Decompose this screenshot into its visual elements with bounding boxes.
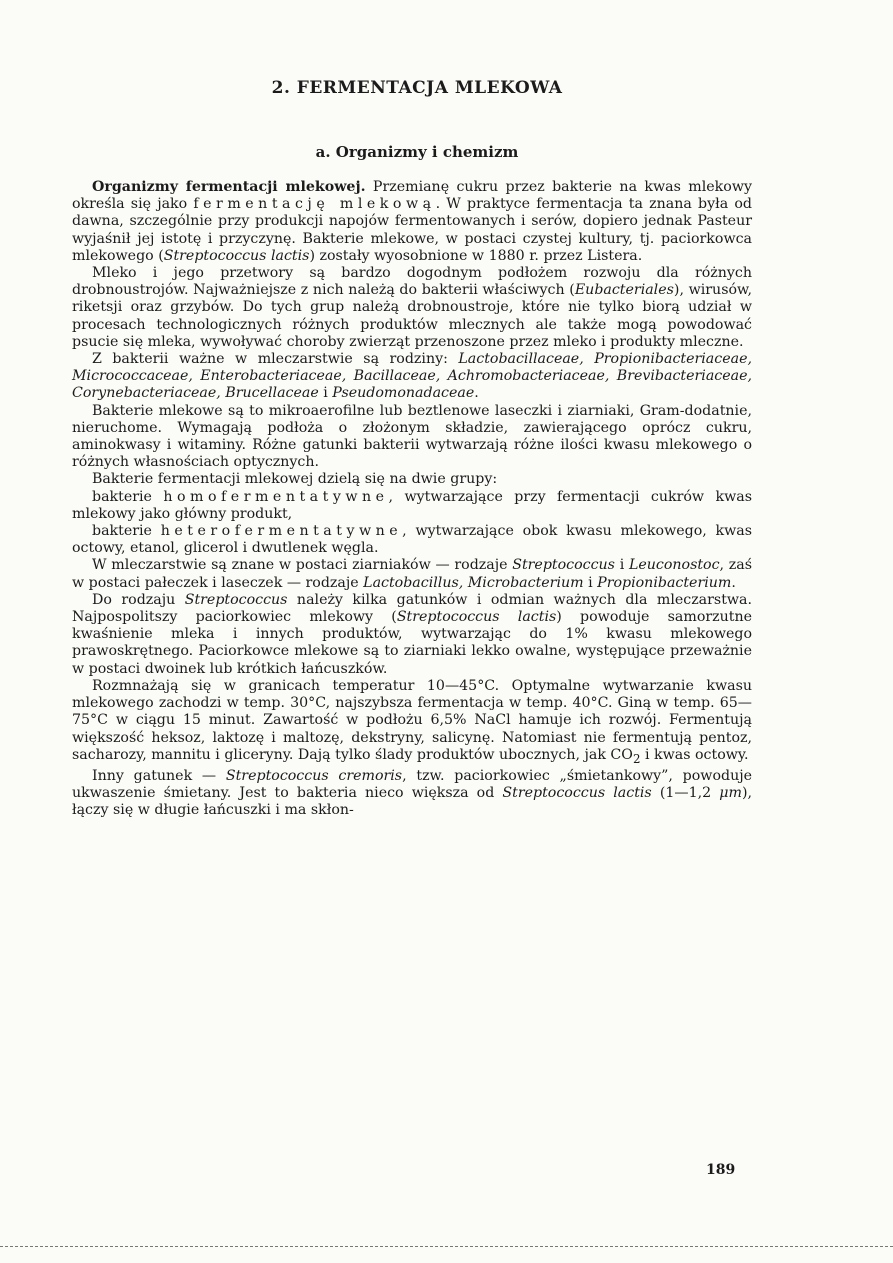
page-edge-divider	[0, 1246, 893, 1249]
run-in-heading: Organizmy fermentacji mlekowej.	[92, 179, 366, 195]
spaced-term: homofermentatywne	[163, 488, 389, 505]
family-names: Lactobacillaceae, Propionibacteriaceae, Micrococcaceae, Enterobacteriaceae, Bacillaceae, Achromobacteriaceae, Brevibacteriaceae, Corynebacteriaceae, Brucellaceae	[72, 351, 752, 402]
text-run: ) powoduje samorzutne kwaśnienie mleka i innych produktów, wytwarzając do 1% kwasu mlekowego prawoskrętnego. Paciorkowce mlekowe są to ziarniaki lekko owalne, występujące przeważnie w postaci dwoinek lub krótkich łańcuszków.	[72, 609, 752, 677]
genus-name: Lactobacillus, Microbacterium	[363, 574, 584, 591]
text-run: i	[583, 574, 598, 591]
paragraph-7	[72, 523, 752, 557]
paragraph-3	[72, 351, 752, 403]
text-run: , wytwarzające obok kwasu mlekowego, kwas octowy, etanol, glicerol i dwutlenek węgla.	[72, 523, 752, 557]
text-run: Przemianę cukru przez bakterie na kwas mlekowy określa się jako	[72, 179, 752, 213]
text-run: Inny gatunek —	[92, 767, 226, 784]
species-name: Streptococcus cremoris	[225, 767, 403, 784]
text-run: należy kilka gatunków i odmian ważnych dla mleczarstwa. Najpospolitszy paciorkowiec mlekowy (	[72, 591, 753, 626]
paragraph-10	[72, 678, 752, 768]
paragraph-1	[72, 179, 752, 265]
text-run: , tzw. paciorkowiec „śmietankowy”, powoduje ukwaszenie śmietany. Jest to bakteria nieco większa od	[72, 767, 753, 801]
species-name: Streptococcus lactis	[502, 784, 652, 801]
paragraph-2	[72, 265, 752, 351]
text-run: .	[474, 385, 479, 402]
text-run: W mleczarstwie są znane w postaci ziarniaków — rodzaje	[92, 557, 513, 574]
text-run: Mleko i jego przetwory są bardzo dogodnym podłożem rozwoju dla różnych drobnoustrojów. Najważniejsze z nich należą do bakterii właściwych (	[72, 265, 752, 299]
text-run: bakterie	[92, 523, 161, 540]
page-body	[72, 78, 752, 819]
text-run: ), łączy się w długie łańcuszki i ma skłon-	[72, 784, 752, 819]
text-run: i	[614, 557, 629, 574]
paragraph-5: Bakterie fermentacji mlekowej dzielą się na dwie grupy:	[92, 471, 498, 488]
paragraph-4: Bakterie mlekowe są to mikroaerofilne lub beztlenowe laseczki i ziarniaki, Gram-dodatnie, nieruchome. Wymagają podłoża o złożonym składzie, zawierającego oprócz cukru, aminokwasy i witaminy. Różne gatunki bakterii wytwarzają różne ilości kwasu mlekowego o różnych własnościach optycznych.	[72, 402, 752, 471]
paragraph-6	[72, 489, 752, 523]
text-run: , wytwarzające przy fermentacji cukrów kwas mlekowy jako główny produkt,	[72, 488, 752, 522]
genus-name: Leuconostoc	[628, 557, 720, 574]
text-run: . W praktyce fermentacja ta znana była od dawna, szczególnie przy produkcji napojów fermentowanych i serów, dopiero jednak Pasteur wyjaśnił jej istotę i przyczynę. Bakterie mlekowe, w postaci czystej kultury, tj. paciorkowca mlekowego (	[72, 196, 752, 264]
text-run: i kwas octowy.	[640, 746, 749, 763]
text-run: Do rodzaju	[92, 591, 185, 608]
page-number: 189	[706, 1162, 736, 1178]
subscript: 2	[632, 751, 641, 766]
family-name: Pseudomonadaceae	[332, 385, 475, 402]
paragraph-11	[72, 768, 752, 820]
paragraph-9	[72, 592, 752, 678]
text-run: ), wirusów, riketsji oraz grzybów. Do tych grup należą drobnoustroje, które nie tylko biorą udział w procesach technologicznych różnych produktów mlecznych ale także mogą powodować psucie się mleka, wywoływać choroby zwierząt przenoszone przez mleko i produkty mleczne.	[72, 282, 752, 350]
text-run: i	[318, 385, 333, 402]
text-run: (1—1,2	[651, 784, 720, 801]
species-name: Streptococcus lactis	[396, 609, 557, 626]
genus-name: Streptococcus	[512, 557, 615, 574]
taxon-name: Eubacteriales	[574, 282, 674, 299]
chapter-title: 2. FERMENTACJA MLEKOWA	[271, 78, 563, 98]
text-run: bakterie	[92, 488, 164, 505]
spaced-term: heterofermentatywne	[160, 523, 403, 540]
text-run: Rozmnażają się w granicach temperatur 10—45°C. Optymalne wytwarzanie kwasu mlekowego zachodzi w temp. 30°C, najszybsza fermentacja w temp. 40°C. Giną w temp. 65—75°C w ciągu 15 minut. Zawartość w podłożu 6,5% NaCl hamuje ich rozwój. Fermentują większość heksoz, laktozę i maltozę, dekstryny, salicynę. Natomiast nie fermentują pentoz, sacharozy, mannitu i gliceryny. Dają tylko ślady produktów ubocznych, jak CO	[72, 677, 752, 763]
unit: μm	[719, 784, 742, 801]
text-run: .	[731, 574, 736, 591]
species-name: Streptococcus lactis	[163, 247, 310, 264]
paragraph-8	[72, 557, 752, 591]
text-run: ) zostały wyosobnione w 1880 r. przez Listera.	[309, 247, 643, 264]
section-title: a. Organizmy i chemizm	[315, 143, 519, 161]
genus-name: Streptococcus	[184, 591, 288, 608]
spaced-term: fermentację mlekową	[193, 196, 436, 213]
text-run: Z bakterii ważne w mleczarstwie są rodziny:	[92, 351, 459, 368]
genus-name: Propionibacterium	[597, 574, 732, 591]
text-run: , zaś w postaci pałeczek i laseczek — rodzaje	[72, 557, 752, 591]
